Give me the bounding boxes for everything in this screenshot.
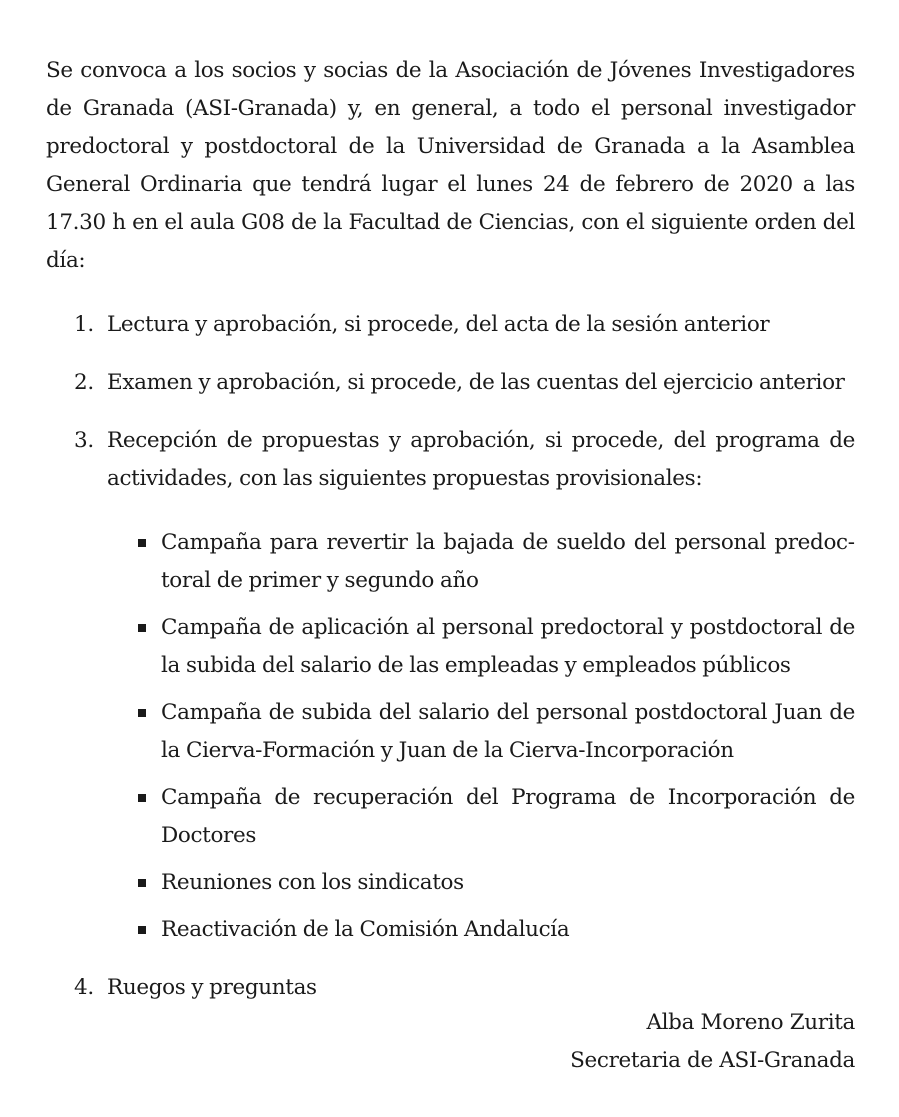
square-bullet-icon: [138, 624, 146, 632]
agenda-item-text: Lectura y aprobación, si procede, del acta de la sesión anterior: [107, 312, 770, 337]
agenda-item-text: Recepción de propuestas y aprobación, si procede, del programa de actividades, con las siguientes propuestas provisionales:: [107, 428, 855, 491]
square-bullet-icon: [138, 709, 146, 717]
signature-name: Alba Moreno Zurita: [646, 1010, 855, 1035]
proposal-text: Campaña de recuperación del Programa de Incorporación de Doctores: [161, 785, 855, 848]
square-bullet-icon: [138, 794, 146, 802]
proposal-text: Reactivación de la Comisión Andalucía: [161, 917, 570, 942]
square-bullet-icon: [138, 879, 146, 887]
agenda-item-number: 4.: [74, 975, 94, 1000]
proposal-item: [99, 864, 855, 902]
agenda-item-number: 1.: [74, 312, 94, 337]
agenda-item: [46, 422, 855, 949]
agenda-item: [46, 969, 855, 1007]
signature-role: Secretaria de ASI-Granada: [570, 1048, 855, 1073]
proposal-text: Campaña para revertir la bajada de sueldo del personal predoctoral de primer y segundo año: [161, 530, 855, 593]
intro-paragraph: Se convoca a los socios y socias de la Asociación de Jóvenes Investigadores de Granada (ASI-Granada) y, en general, a todo el personal investigador predoctoral y postdoctoral de la Universidad de Granada a la Asamblea General Ordinaria que tendrá lugar el lunes 24 de febrero de 2020 a las 17.30 h en el aula G08 de la Facultad de Ciencias, con el siguiente orden del día:: [46, 58, 855, 273]
agenda-item-text: Ruegos y preguntas: [107, 975, 317, 1000]
proposal-text: Reuniones con los sindicatos: [161, 870, 464, 895]
proposals-list: [99, 524, 855, 949]
proposal-item: [99, 524, 855, 600]
agenda-list: [46, 306, 855, 1007]
proposal-text: Campaña de aplicación al personal predoctoral y postdoctoral de la subida del salario de las empleadas y empleados públicos: [161, 615, 855, 678]
agenda-item: [46, 364, 855, 402]
proposal-text: Campaña de subida del salario del personal postdoctoral Juan de la Cierva-Formación y Juan de la Cierva-Incorporación: [161, 700, 855, 763]
proposal-item: [99, 694, 855, 770]
agenda-item-number: 2.: [74, 370, 94, 395]
signature-block: [570, 1004, 855, 1080]
agenda-item-number: 3.: [74, 428, 94, 453]
proposal-item: [99, 609, 855, 685]
agenda-item: [46, 306, 855, 344]
agenda-item-text: Examen y aprobación, si procede, de las cuentas del ejercicio anterior: [107, 370, 845, 395]
square-bullet-icon: [138, 539, 146, 547]
square-bullet-icon: [138, 926, 146, 934]
proposal-item: [99, 779, 855, 855]
proposal-item: [99, 911, 855, 949]
